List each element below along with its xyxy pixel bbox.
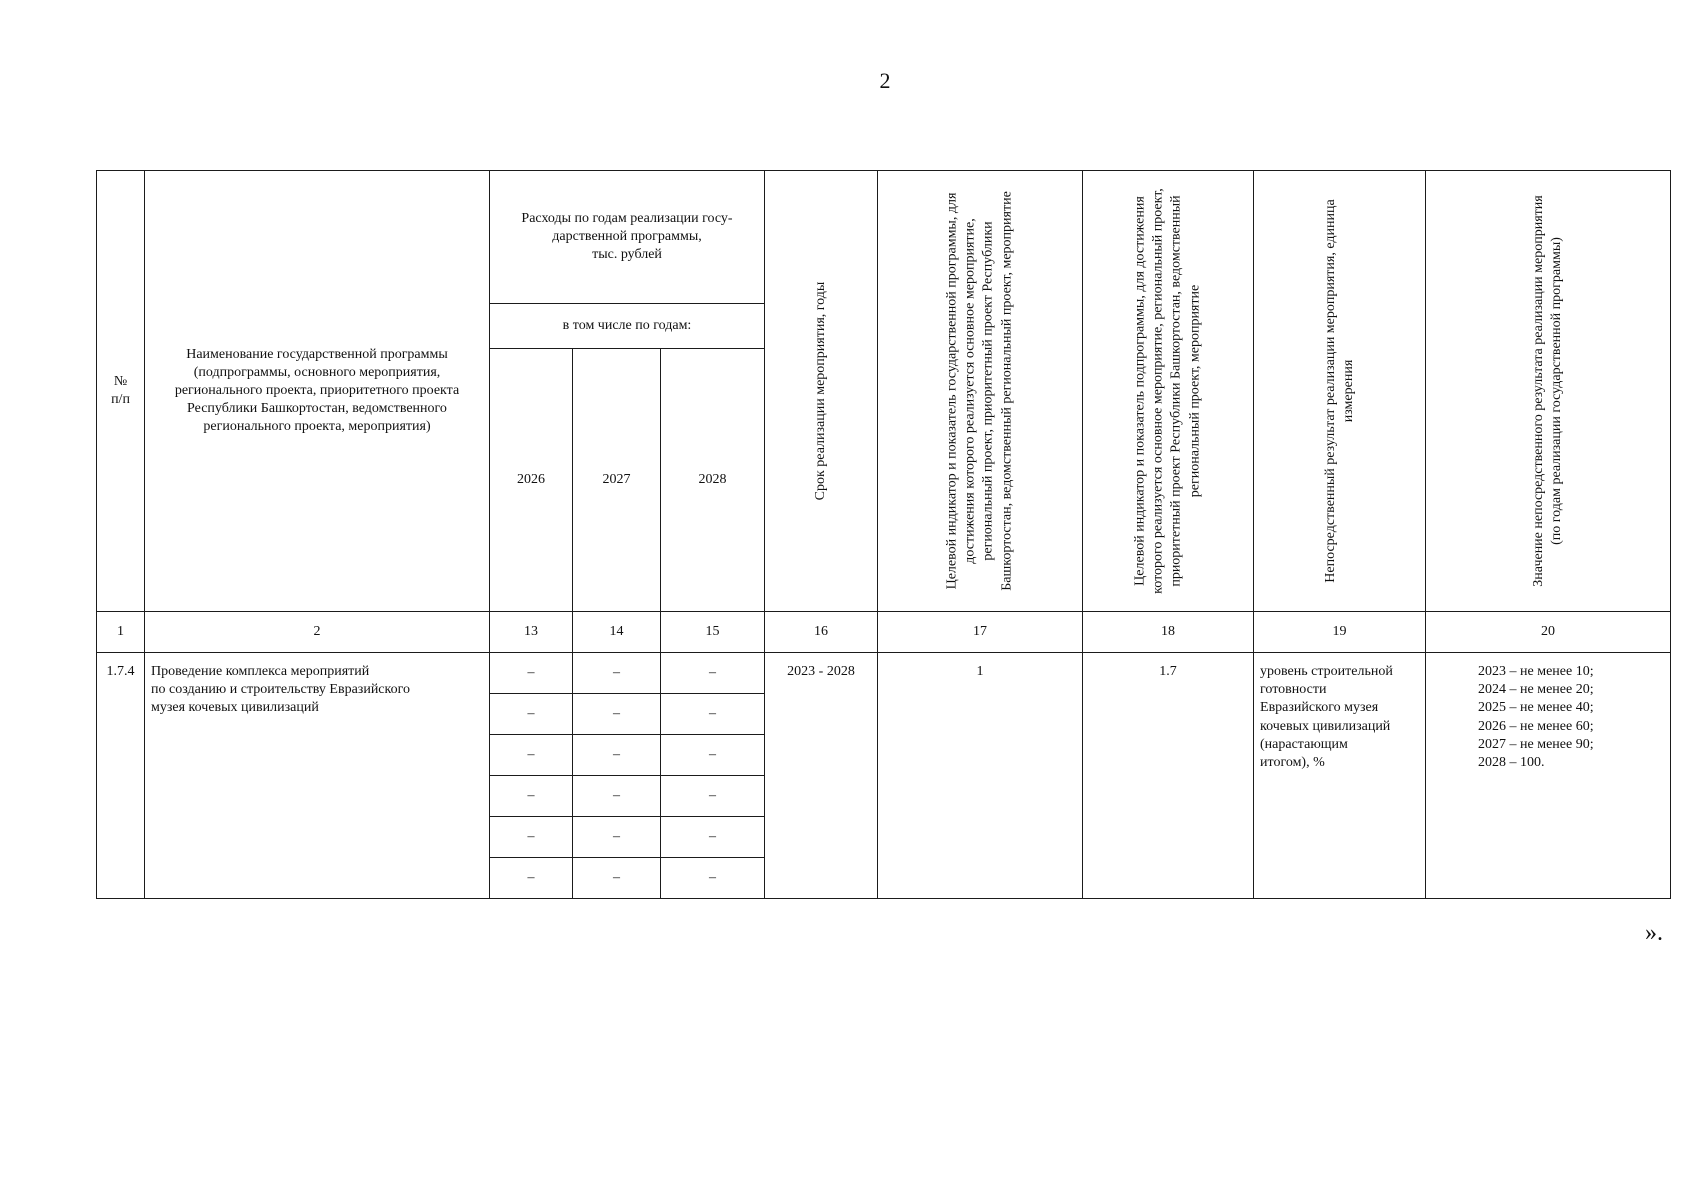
expense-dash: –: [573, 735, 661, 776]
expense-dash: –: [490, 735, 573, 776]
header-year-2028: 2028: [661, 349, 765, 612]
header-col-target-subprogram: [1083, 171, 1254, 612]
column-number: 1: [97, 612, 145, 653]
row-name: Проведение комплекса мероприятий по созданию и строительству Евразийского музея кочевых цивилизаций: [145, 653, 490, 899]
program-table: [96, 170, 1671, 899]
column-number: 18: [1083, 612, 1254, 653]
row-target-program: 1: [878, 653, 1083, 899]
expense-dash: –: [490, 817, 573, 858]
header-col-term-text: Срок реализации мероприятия, годы: [812, 281, 828, 501]
column-number: 20: [1426, 612, 1671, 653]
expense-dash: –: [661, 694, 765, 735]
row-target-subprogram: 1.7: [1083, 653, 1254, 899]
expense-dash: –: [573, 858, 661, 899]
row-term: 2023 - 2028: [765, 653, 878, 899]
expense-dash: –: [661, 776, 765, 817]
expense-dash: –: [661, 653, 765, 694]
column-number: 13: [490, 612, 573, 653]
column-number: 14: [573, 612, 661, 653]
header-col-result-value: [1426, 171, 1671, 612]
header-col-name: Наименование государственной программы (подпрограммы, основного мероприятия, регионального проекта, приоритетного проекта Республики Башкортостан, ведомственного регионального проекта, мероприятия): [145, 171, 490, 612]
expense-dash: –: [573, 694, 661, 735]
expense-dash: –: [490, 858, 573, 899]
row-number: 1.7.4: [97, 653, 145, 899]
column-number: 16: [765, 612, 878, 653]
expense-dash: –: [661, 817, 765, 858]
header-year-2026: 2026: [490, 349, 573, 612]
column-numbers-row: [97, 612, 1671, 653]
header-col-term: [765, 171, 878, 612]
header-col-result-text: Непосредственный результат реализации мероприятия, единица измерения: [1322, 199, 1356, 583]
closing-quote: ».: [1645, 920, 1663, 946]
expense-dash: –: [661, 858, 765, 899]
column-number: 19: [1254, 612, 1426, 653]
table-row: [97, 653, 1671, 694]
expense-dash: –: [490, 653, 573, 694]
header-col-including: в том числе по годам:: [490, 304, 765, 349]
header-col-result-value-text: Значение непосредственного результата реализации мероприятия (по годам реализации государственной программы): [1530, 195, 1565, 587]
expense-dash: –: [661, 735, 765, 776]
row-result-value: 2023 – не менее 10; 2024 – не менее 20; 2025 – не менее 40; 2026 – не менее 60; 2027 – не менее 90; 2028 – 100.: [1426, 653, 1671, 899]
expense-dash: –: [490, 694, 573, 735]
header-col-no: № п/п: [97, 171, 145, 612]
row-result: уровень строительной готовности Евразийского музея кочевых цивилизаций (нарастающим итогом), %: [1254, 653, 1426, 899]
expense-dash: –: [490, 776, 573, 817]
header-col-target-program: [878, 171, 1083, 612]
header-col-result: [1254, 171, 1426, 612]
header-year-2027: 2027: [573, 349, 661, 612]
column-number: 15: [661, 612, 765, 653]
column-number: 2: [145, 612, 490, 653]
expense-dash: –: [573, 776, 661, 817]
page-number: 2: [879, 68, 891, 93]
expense-dash: –: [573, 817, 661, 858]
column-number: 17: [878, 612, 1083, 653]
expense-dash: –: [573, 653, 661, 694]
header-col-target-program-text: Целевой индикатор и показатель государственной программы, для достижения которого реализуется основное мероприятие, региональный проект, приоритетный проект Республики Башкортостан, ведомственный региональный проект, мероприятие: [944, 191, 1015, 591]
header-col-target-subprogram-text: Целевой индикатор и показатель подпрограммы, для достижения которого реализуется основное мероприятие, региональный проект, приоритетный проект Республики Башкортостан, ведомственный региональный проект, мероприятие: [1132, 188, 1203, 594]
header-col-expenses: Расходы по годам реализации госу- дарственной программы, тыс. рублей: [490, 171, 765, 304]
